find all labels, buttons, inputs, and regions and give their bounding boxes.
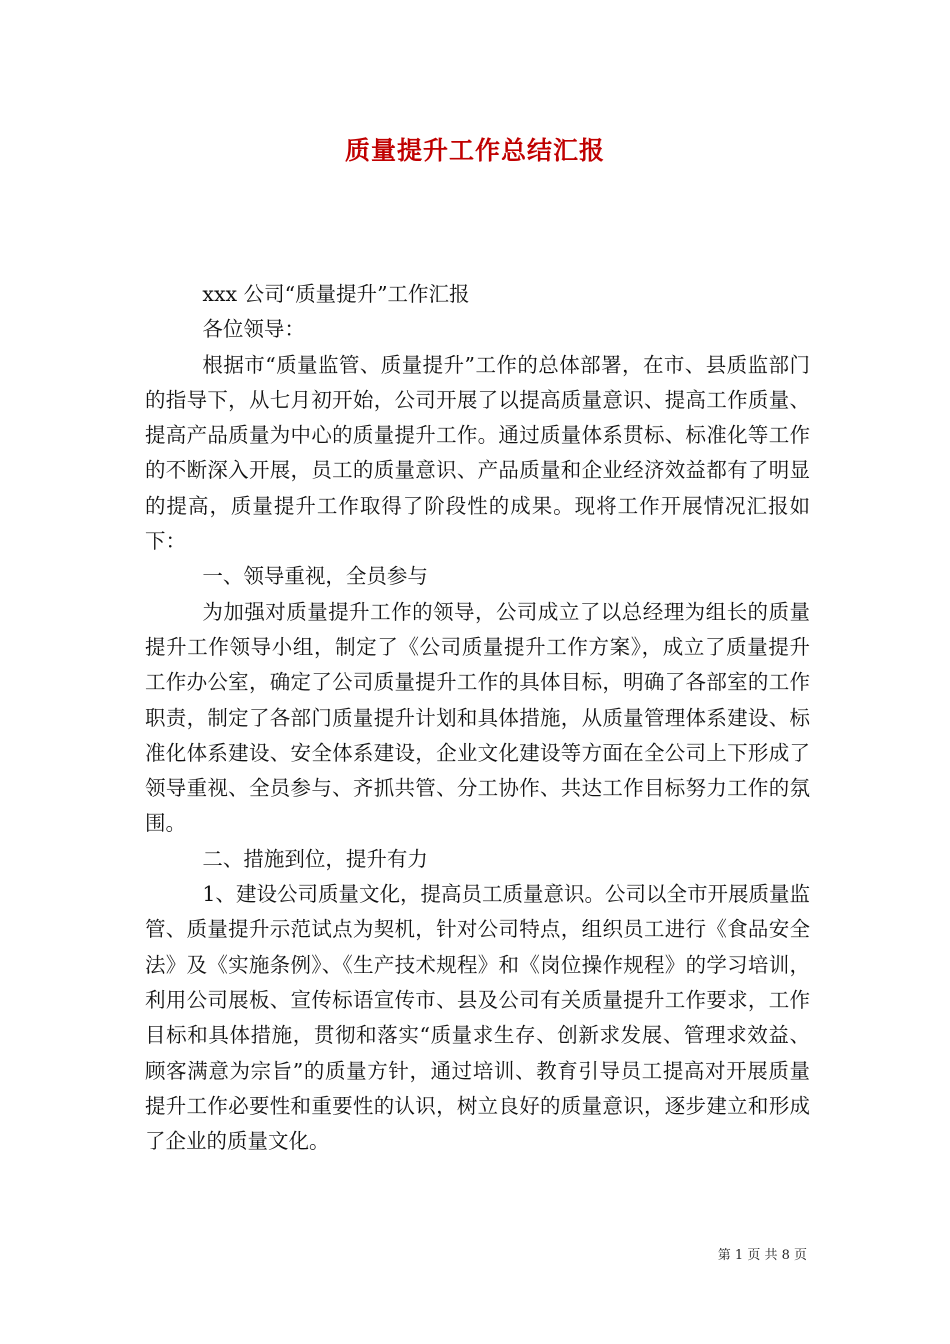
paragraph-heading: xxx 公司“质量提升”工作汇报 <box>202 282 470 306</box>
document-title: 质量提升工作总结汇报 <box>344 136 605 165</box>
paragraph-section-2-item-1: 1、建设公司质量文化，提高员工质量意识。公司以全市开展质量监管、质量提升示范试点为契机，针对公司特点，组织员工进行《食品安全法》及《实施条例》、《生产技术规程》和《岗位操作规程》的学习培训，利用公司展板、宣传标语宣传市、县及公司有关质量提升工作要求，工作目标和具体措施，贯彻和落实“质量求生存、创新求发展、管理求效益、顾客满意为宗旨”的质量方针，通过培训、教育引导员工提高对开展质量提升工作必要性和重要性的认识，树立良好的质量意识，逐步建立和形成了企业的质量文化。 <box>145 882 810 1154</box>
section-heading-1: 一、领导重视，全员参与 <box>202 564 428 589</box>
paragraph-section-1: 为加强对质量提升工作的领导，公司成立了以总经理为组长的质量提升工作领导小组，制定了《公司质量提升工作方案》，成立了质量提升工作办公室，确定了公司质量提升工作的具体目标，明确了各部室的工作职责，制定了各部门质量提升计划和具体措施，从质量管理体系建设、标准化体系建设、安全体系建设，企业文化建设等方面在全公司上下形成了领导重视、全员参与、齐抓共管、分工协作、共达工作目标努力工作的氛围。 <box>145 599 810 836</box>
page-number: 第 1 页 共 8 页 <box>717 1248 807 1263</box>
paragraph-intro: 根据市“质量监管、质量提升”工作的总体部署，在市、县质监部门的指导下，从七月初开始，公司开展了以提高质量意识、提高工作质量、提高产品质量为中心的质量提升工作。通过质量体系贯标、标准化等工作的不断深入开展，员工的质量意识、产品质量和企业经济效益都有了明显的提高，质量提升工作取得了阶段性的成果。现将工作开展情况汇报如下： <box>145 352 810 554</box>
document-body <box>145 277 810 1159</box>
section-heading-2: 二、措施到位，提升有力 <box>202 846 428 871</box>
paragraph-salutation: 各位领导： <box>202 317 305 342</box>
